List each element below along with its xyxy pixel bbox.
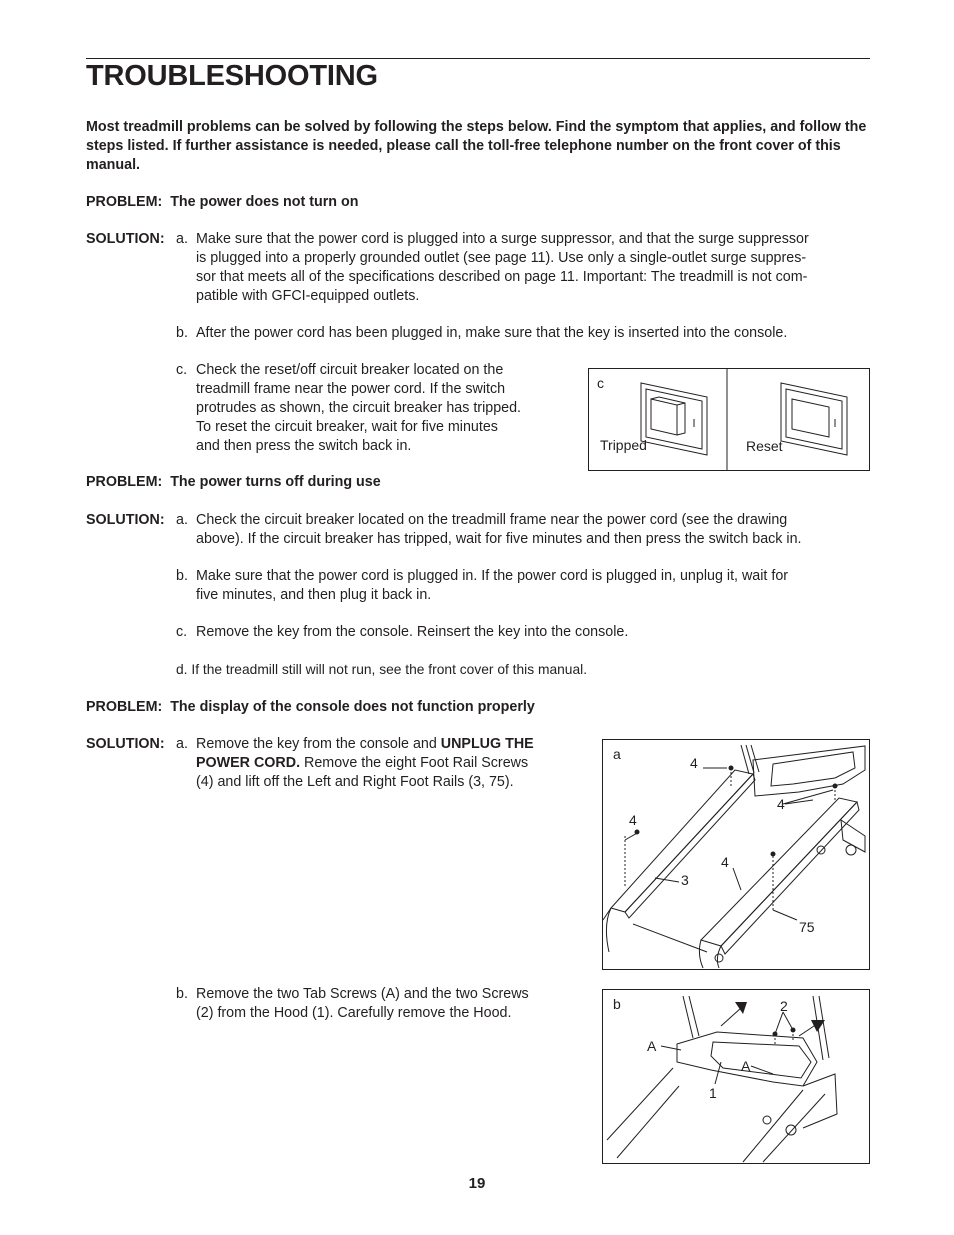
problem-3: PROBLEM: The display of the console does not function properly	[86, 699, 535, 715]
callout-2: 2	[780, 998, 788, 1014]
problem-2: PROBLEM: The power turns off during use	[86, 474, 381, 490]
reset-label: Reset	[746, 438, 783, 454]
callout-A-left: A	[647, 1038, 657, 1054]
solution-1-label: SOLUTION:	[86, 231, 165, 247]
step-1b-letter: b.	[176, 325, 188, 341]
step-3a-text: Remove the key from the console and UNPLUG THE POWER CORD. Remove the eight Foot Rail Screws (4) and lift off the Left and Right Foot Rails (3, 75).	[196, 736, 534, 790]
step-2d: d. If the treadmill still will not run, see the front cover of this manual.	[176, 662, 588, 677]
foot-rails-drawing	[603, 740, 869, 969]
breaker-tripped-illustration	[641, 383, 707, 455]
hood-removal-drawing	[603, 990, 869, 1163]
figure-hood-removal	[602, 989, 870, 1164]
callout-A-center: A	[741, 1058, 751, 1074]
figure-b-tag: b	[613, 996, 621, 1012]
top-rule	[86, 58, 870, 59]
page-number: 19	[468, 1175, 486, 1192]
page-title: TROUBLESHOOTING	[86, 60, 378, 92]
callout-4-center: 4	[721, 854, 729, 870]
figure-circuit-breaker	[588, 368, 870, 471]
callout-4-left: 4	[629, 812, 637, 828]
step-2b-letter: b.	[176, 568, 188, 584]
step-2a-letter: a.	[176, 512, 188, 528]
callout-1: 1	[709, 1085, 717, 1101]
step-1c-letter: c.	[176, 362, 188, 378]
figure-a-tag: a	[613, 746, 621, 762]
breaker-drawing	[589, 369, 869, 470]
step-2c-text: Remove the key from the console. Reinsert the key into the console.	[196, 624, 629, 640]
problem-1: PROBLEM: The power does not turn on	[86, 194, 359, 210]
callout-3: 3	[681, 872, 689, 888]
figure-c-tag: c	[597, 375, 604, 391]
step-3b-text: Remove the two Tab Screws (A) and the two Screws (2) from the Hood (1). Carefully remove the Hood.	[196, 986, 529, 1021]
callout-4-right: 4	[777, 796, 785, 812]
callout-75: 75	[799, 919, 815, 935]
intro-paragraph: Most treadmill problems can be solved by following the steps below. Find the symptom that applies, and follow the steps listed. If further assistance is needed, please call the toll-free telephone number on the front cover of this manual.	[86, 119, 867, 173]
step-1a-text: Make sure that the power cord is plugged into a surge suppressor, and that the surge suppressor is plugged into a properly grounded outlet (see page 11). Use only a single-outlet surge suppres- sor that meets all of the specifications described on page 11. Important: The treadmill is not com- patible with GFCI-equipped outlets.	[196, 231, 809, 304]
step-1a-letter: a.	[176, 231, 188, 247]
step-2b-text: Make sure that the power cord is plugged in. If the power cord is plugged in, unplug it, wait for five minutes, and then plug it back in.	[196, 568, 789, 603]
figure-foot-rails	[602, 739, 870, 970]
step-2c-letter: c.	[176, 624, 188, 640]
step-3b-letter: b.	[176, 986, 188, 1002]
callout-4-top: 4	[690, 755, 698, 771]
tripped-label: Tripped	[600, 437, 647, 453]
breaker-reset-illustration	[781, 383, 847, 455]
step-2a-text: Check the circuit breaker located on the treadmill frame near the power cord (see the drawing above). If the circuit breaker has tripped, wait for five minutes and then press the switch back in.	[196, 512, 802, 547]
step-1b-text: After the power cord has been plugged in, make sure that the key is inserted into the console.	[196, 325, 788, 341]
step-1c-text: Check the reset/off circuit breaker located on the treadmill frame near the power cord. If the switch protrudes as shown, the circuit breaker has tripped. To reset the circuit breaker, wait for five minutes and then press the switch back in.	[196, 362, 522, 454]
solution-3-label: SOLUTION:	[86, 736, 165, 752]
step-3a-letter: a.	[176, 736, 188, 752]
solution-2-label: SOLUTION:	[86, 512, 165, 528]
